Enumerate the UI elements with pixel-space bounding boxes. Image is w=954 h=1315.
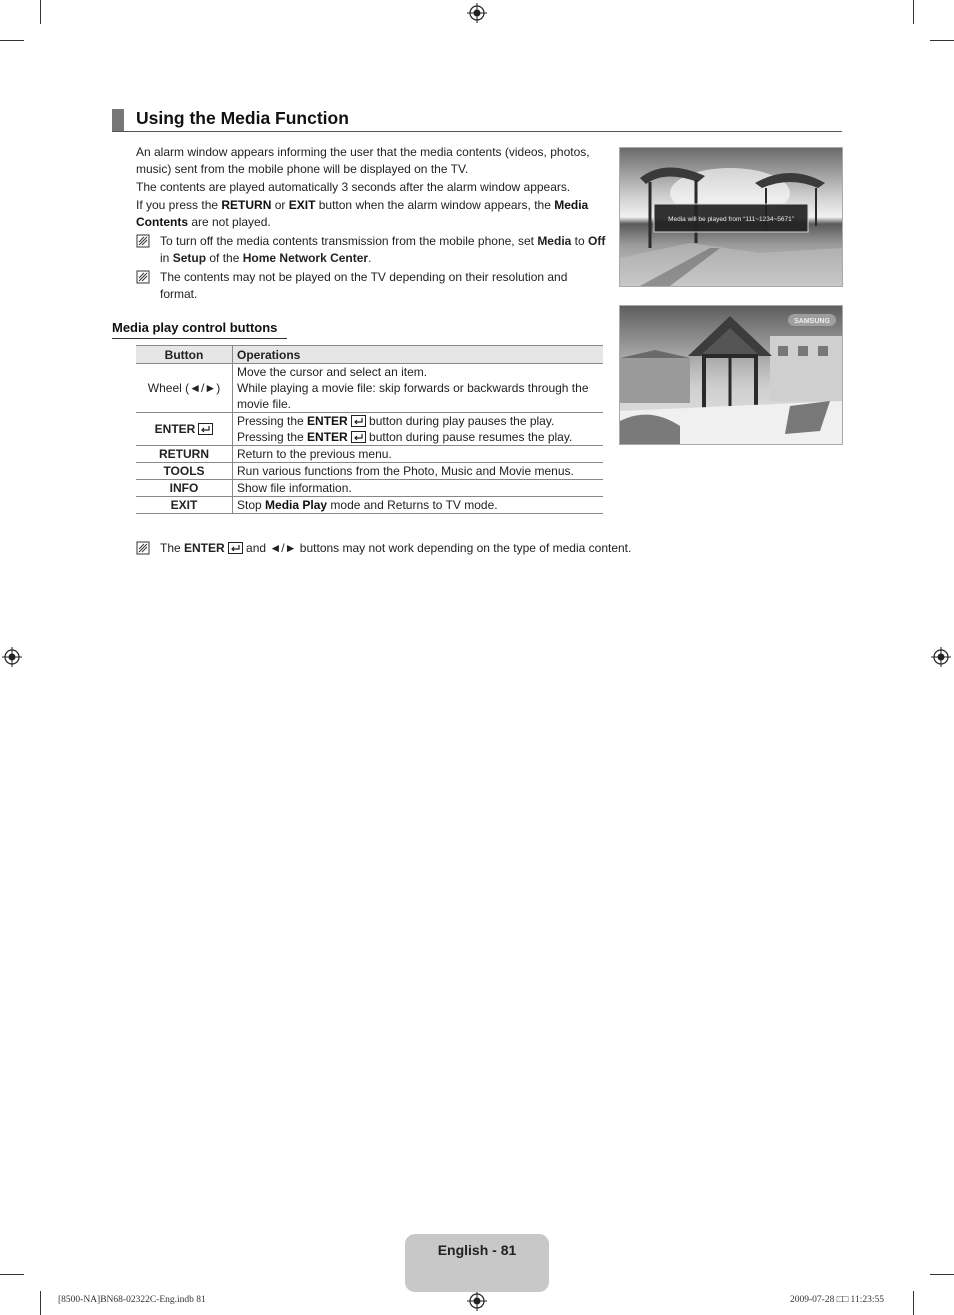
- table-row: [136, 463, 603, 480]
- beach-screenshot-image: [619, 147, 843, 287]
- table-row: [136, 364, 603, 413]
- table-header-row: [136, 346, 603, 364]
- enter-icon: [228, 542, 243, 554]
- row-operation: Return to the previous menu.: [233, 446, 604, 463]
- note-icon: [136, 234, 150, 248]
- table-row: [136, 480, 603, 497]
- control-buttons-table: [136, 345, 603, 514]
- intro-paragraph-3: If you press the RETURN or EXIT button when the alarm window appears, the Media Contents are not played.: [136, 198, 589, 229]
- page-title: Using the Media Function: [136, 108, 349, 128]
- row-operation: Show file information.: [233, 480, 604, 497]
- table-header-button: Button: [136, 346, 233, 364]
- section-subheading: Media play control buttons: [112, 320, 278, 335]
- crop-mark: [0, 40, 24, 41]
- row-button-info: INFO: [136, 480, 233, 497]
- print-file-info: [8500-NA]BN68-02322C-Eng.indb 81: [58, 1295, 206, 1305]
- row-operation: Move the cursor and select an item. While playing a movie file: skip forwards or backwards through the movie file.: [233, 364, 604, 413]
- note-1: To turn off the media contents transmission from the mobile phone, set Media to Off in Setup of the Home Network Center.: [136, 233, 606, 267]
- table-row: [136, 413, 603, 446]
- print-timestamp: 2009-07-28 □□ 11:23:55: [790, 1295, 884, 1305]
- samsung-logo-text: SAMSUNG: [794, 318, 830, 325]
- row-button-return: RETURN: [136, 446, 233, 463]
- crop-mark: [40, 1291, 41, 1315]
- row-operation: Stop Media Play mode and Returns to TV mode.: [233, 497, 604, 514]
- note-icon: [136, 541, 150, 555]
- subheading-rule: [112, 338, 287, 339]
- intro-paragraph-1: An alarm window appears informing the user that the media contents (videos, photos, music) sent from the mobile phone will be displayed on the TV.: [136, 145, 590, 176]
- registration-mark-icon: [931, 647, 951, 667]
- registration-mark-icon: [2, 647, 22, 667]
- table-row: [136, 446, 603, 463]
- crop-mark: [913, 1291, 914, 1315]
- crop-mark: [930, 40, 954, 41]
- heading-bar: [112, 109, 124, 131]
- table-row: [136, 497, 603, 514]
- row-button-tools: TOOLS: [136, 463, 233, 480]
- gazebo-screenshot-image: [619, 305, 843, 445]
- gazebo-illustration: [620, 306, 842, 444]
- row-operation: Pressing the ENTER button during play pauses the play. Pressing the ENTER button during pause resumes the play.: [233, 413, 604, 446]
- crop-mark: [40, 0, 41, 24]
- crop-mark: [930, 1274, 954, 1275]
- row-button-exit: EXIT: [136, 497, 233, 514]
- note-3: The ENTER and ◄/► buttons may not work depending on the type of media content.: [136, 540, 736, 557]
- enter-icon: [351, 431, 366, 443]
- enter-icon: [198, 423, 213, 435]
- note-2: The contents may not be played on the TV depending on their resolution and format.: [136, 269, 606, 303]
- row-button-wheel: Wheel (◄/►): [136, 364, 233, 413]
- heading-rule: [112, 131, 842, 132]
- alarm-window-text: Media will be played from “111~1234~5671”: [668, 216, 794, 223]
- row-button-enter: ENTER: [136, 413, 233, 446]
- registration-mark-icon: [467, 1291, 487, 1311]
- registration-mark-icon: [467, 3, 487, 23]
- beach-illustration: [620, 148, 842, 286]
- crop-mark: [0, 1274, 24, 1275]
- enter-icon: [351, 415, 366, 427]
- table-header-operations: Operations: [233, 346, 604, 364]
- note-icon: [136, 270, 150, 284]
- row-operation: Run various functions from the Photo, Music and Movie menus.: [233, 463, 604, 480]
- crop-mark: [913, 0, 914, 24]
- intro-paragraph-2: The contents are played automatically 3 seconds after the alarm window appears.: [136, 180, 571, 194]
- page-number: English - 81: [437, 1242, 517, 1258]
